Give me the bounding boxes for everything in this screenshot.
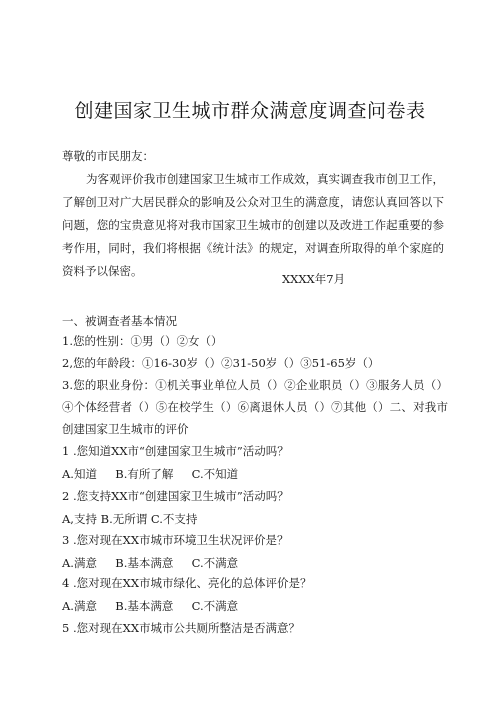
question-4-options: A.满意 B.基本满意 C.不满意 [62,599,239,613]
date-line: XXXX年7月 [282,272,346,286]
question-2: 2 .您支持XX市“创建国家卫生城市”活动吗？ [62,489,289,503]
question-3: 3 .您对现在XX市城市环境卫生状况评价是？ [62,533,289,547]
question-1-options: A.知道 B.有所了解 C.不知道 [62,467,239,481]
question-1: 1 .您知道XX市“创建国家卫生城市”活动吗？ [62,444,289,458]
question-occupation: 3.您的职业身份：①机关事业单位人员（）②企业职员（）③服务人员（）④个体经营者（）⑤在校学生（）⑥离退休人员（）⑦其他（）二、对我市创建国家卫生城市的评价 [62,378,448,436]
question-2-options: A,支持 B.无所谓 C.不支持 [62,512,198,526]
document-title: 创建国家卫生城市群众满意度调查问卷表 [74,100,426,122]
question-gender: 1.您的性别：①男（）②女（） [62,334,223,348]
question-5: 5 .您对现在XX市城市公共厕所整洁是否满意？ [62,621,300,635]
question-4: 4 .您对现在XX市城市绿化、亮化的总体评价是？ [62,576,312,590]
section-heading: 一、被调查者基本情况 [62,314,177,328]
intro-paragraph: 为客观评价我市创建国家卫生城市工作成效，真实调查我市创卫工作，了解创卫对广大居民群众的影响及公众对卫生的满意度，请您认真回答以下问题，您的宝贵意见将对我市国家卫生城市的创建以及改进工作起重要的参考作用，同时，我们将根据《统计法》的规定，对调查所取得的单个家庭的资料予以保密。 [62,172,444,278]
question-3-options: A.满意 B.基本满意 C.不满意 [62,556,239,570]
question-age: 2,您的年龄段：①16-30岁（）②31-50岁（）③51-65岁（） [62,356,380,370]
greeting: 尊敬的市民朋友： [62,149,154,163]
